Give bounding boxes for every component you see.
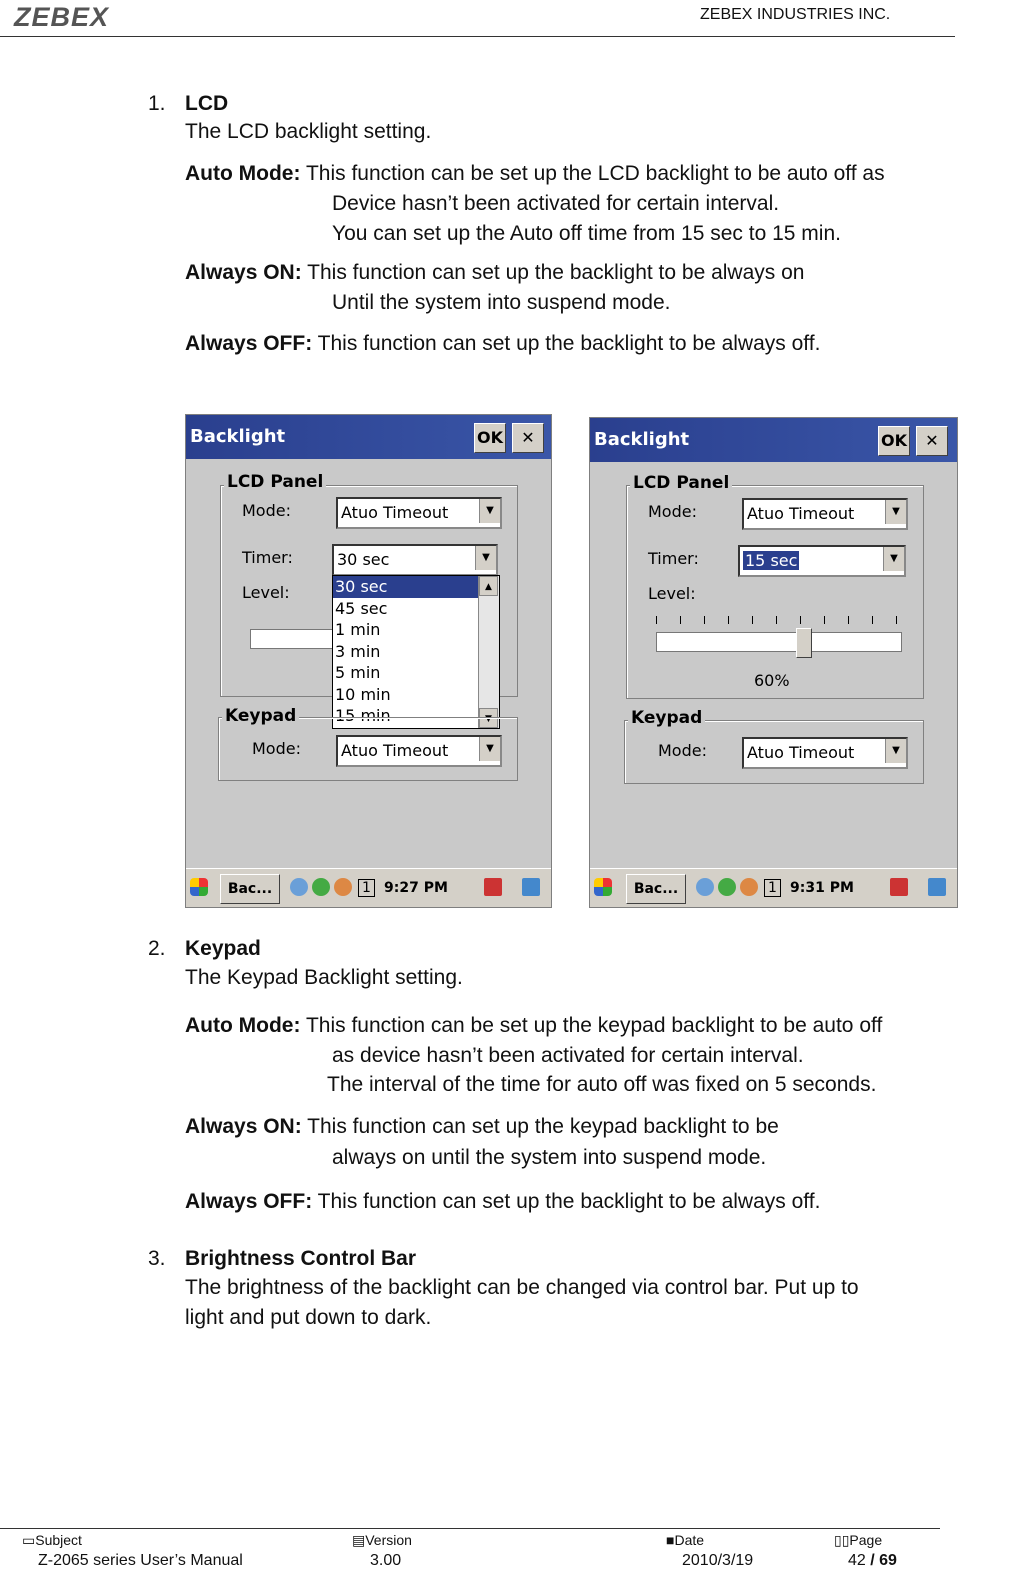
timer-option[interactable]: 45 sec [335, 598, 388, 618]
folder-icon: ▭ [22, 1532, 36, 1548]
timer-select[interactable]: 30 sec ▼ [332, 544, 498, 576]
taskbar [590, 868, 957, 907]
lcd-mode-select[interactable]: Atuo Timeout ▼ [742, 498, 908, 530]
section-1-intro: The LCD backlight setting. [185, 120, 432, 143]
date-label: ■Date [666, 1532, 705, 1548]
keypad-label: Keypad [628, 708, 705, 728]
keypad-mode-label: Mode: [252, 739, 301, 758]
pen-icon[interactable] [890, 878, 908, 896]
page-value: 42 / 69 [848, 1552, 897, 1569]
tray-app-icon[interactable] [334, 878, 352, 896]
lcd-always-off: Always OFF: This function can set up the backlight to be always off. [185, 332, 821, 355]
tray-app-icon[interactable] [740, 878, 758, 896]
mode-label: Mode: [242, 501, 291, 520]
section-1-number: 1. [148, 92, 166, 115]
mode-label: Mode: [648, 502, 697, 521]
keypad-always-off: Always OFF: This function can set up the backlight to be always off. [185, 1190, 821, 1213]
section-3-number: 3. [148, 1247, 166, 1270]
level-label: Level: [648, 584, 696, 603]
keypad-mode-select[interactable]: Atuo Timeout ▼ [336, 735, 502, 767]
start-icon[interactable] [190, 878, 208, 896]
level-slider-track[interactable] [656, 632, 902, 652]
timer-dropdown-list[interactable] [332, 575, 500, 729]
window-title: Backlight [594, 429, 690, 450]
keypad-always-on: Always ON: This function can set up the keypad backlight to be [185, 1115, 779, 1138]
keypad-label: Keypad [222, 706, 299, 726]
taskbar-app-button[interactable]: Bac... [220, 874, 280, 904]
section-1-title: LCD [185, 92, 229, 115]
close-icon[interactable]: ✕ [512, 423, 544, 453]
keypad-mode-select[interactable]: Atuo Timeout ▼ [742, 737, 908, 769]
chevron-down-icon: ▼ [883, 547, 904, 571]
document-icon: ▤ [352, 1532, 366, 1548]
lcd-panel-label: LCD Panel [224, 472, 326, 492]
backlight-screenshot-left [185, 414, 552, 908]
taskbar [186, 868, 551, 907]
lcd-mode-select[interactable]: Atuo Timeout ▼ [336, 497, 502, 529]
lcd-panel-label: LCD Panel [630, 473, 732, 493]
level-ticks [656, 616, 900, 624]
keypad-auto-line3: The interval of the time for auto off was fixed on 5 seconds. [327, 1073, 877, 1096]
tray-app-icon[interactable] [312, 878, 330, 896]
window-titlebar [186, 415, 551, 459]
ok-button[interactable]: OK [878, 426, 910, 456]
desktop-icon[interactable] [928, 878, 946, 896]
page-label: ▯▯Page [834, 1532, 883, 1548]
backlight-screenshot-right [589, 417, 958, 908]
timer-select[interactable]: 15 sec ▼ [738, 545, 906, 577]
section-3-line2: light and put down to dark. [185, 1306, 432, 1329]
timer-option[interactable]: 5 min [335, 663, 381, 682]
input-indicator[interactable]: 1 [358, 879, 375, 897]
clock[interactable]: 9:31 PM [790, 880, 854, 896]
start-icon[interactable] [594, 878, 612, 896]
chevron-down-icon[interactable]: ▼ [479, 708, 498, 728]
lcd-auto-line2: Device hasn’t been activated for certain interval. [332, 192, 780, 215]
input-indicator[interactable]: 1 [764, 879, 781, 897]
timer-option[interactable]: 30 sec [333, 576, 478, 598]
keypad-mode-label: Mode: [658, 741, 707, 760]
ok-button[interactable]: OK [474, 423, 506, 453]
section-3-line1: The brightness of the backlight can be changed via control bar. Put up to [185, 1276, 859, 1299]
calendar-icon: ■ [666, 1532, 675, 1548]
lcd-auto-line3: You can set up the Auto off time from 15 sec to 15 min. [332, 222, 841, 245]
network-icon[interactable] [290, 878, 308, 896]
pen-icon[interactable] [484, 878, 502, 896]
header-divider [0, 36, 955, 37]
section-2-number: 2. [148, 937, 166, 960]
taskbar-app-button[interactable]: Bac... [626, 874, 686, 904]
level-slider-track[interactable] [250, 629, 342, 649]
level-percent: 60% [754, 671, 790, 690]
dropdown-scrollbar[interactable] [478, 576, 499, 728]
keypad-auto-line2: as device hasn’t been activated for certain interval. [332, 1044, 804, 1067]
window-title: Backlight [190, 426, 286, 447]
zebex-logo: ZEBEX [14, 2, 110, 32]
footer-divider [0, 1528, 940, 1529]
version-value: 3.00 [370, 1552, 402, 1569]
timer-label: Timer: [648, 549, 699, 568]
book-icon: ▯▯ [834, 1532, 850, 1548]
subject-value: Z-2065 series User’s Manual [38, 1552, 243, 1569]
version-label: ▤Version [352, 1532, 412, 1548]
timer-option[interactable]: 1 min [335, 620, 381, 639]
lcd-always-on: Always ON: This function can set up the backlight to be always on [185, 261, 805, 284]
company-name: ZEBEX INDUSTRIES INC. [700, 6, 891, 23]
desktop-icon[interactable] [522, 878, 540, 896]
close-icon[interactable]: ✕ [916, 426, 948, 456]
keypad-auto-mode: Auto Mode: This function can be set up the keypad backlight to be auto off [185, 1014, 883, 1037]
timer-option[interactable]: 15 min [335, 706, 391, 725]
clock[interactable]: 9:27 PM [384, 880, 448, 896]
chevron-down-icon: ▼ [475, 546, 496, 570]
chevron-down-icon: ▼ [479, 737, 500, 761]
chevron-down-icon: ▼ [885, 500, 906, 524]
timer-option[interactable]: 10 min [335, 684, 391, 704]
section-3-title: Brightness Control Bar [185, 1247, 417, 1270]
tray-app-icon[interactable] [718, 878, 736, 896]
lcd-auto-mode: Auto Mode: This function can be set up the LCD backlight to be auto off as [185, 162, 885, 185]
chevron-down-icon: ▼ [479, 499, 500, 523]
section-2-intro: The Keypad Backlight setting. [185, 966, 463, 989]
timer-option[interactable]: 3 min [335, 641, 381, 661]
keypad-always-on-line2: always on until the system into suspend mode. [332, 1146, 767, 1169]
lcd-always-on-line2: Until the system into suspend mode. [332, 291, 671, 314]
level-label: Level: [242, 583, 290, 602]
date-value: 2010/3/19 [682, 1552, 754, 1569]
level-slider-thumb[interactable] [796, 628, 812, 658]
timer-label: Timer: [242, 548, 293, 567]
chevron-down-icon: ▼ [885, 739, 906, 763]
chevron-up-icon[interactable]: ▲ [479, 576, 498, 596]
section-2-title: Keypad [185, 937, 261, 960]
window-titlebar [590, 418, 957, 462]
network-icon[interactable] [696, 878, 714, 896]
subject-label: ▭Subject [22, 1532, 82, 1548]
